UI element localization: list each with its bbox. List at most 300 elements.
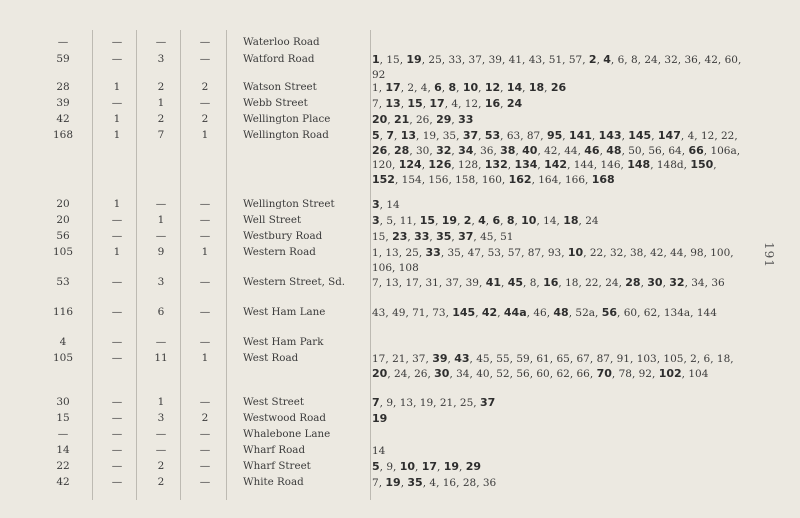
- house-number: 19: [422, 130, 437, 142]
- house-number: 108: [398, 261, 419, 274]
- house-number-bold: 33: [458, 113, 474, 126]
- house-numbers: 1, 17, 2, 4, 6, 8, 10, 12, 14, 18, 26: [372, 81, 567, 94]
- house-number-bold: 15: [419, 214, 436, 227]
- house-number: 158: [455, 173, 476, 186]
- house-number: 41: [508, 54, 523, 66]
- house-number-bold: 150: [690, 158, 714, 171]
- house-number-bold: 145: [452, 306, 476, 319]
- count-cell-c3: —: [155, 36, 167, 48]
- house-number: 105: [663, 353, 684, 365]
- table-row: [0, 476, 770, 490]
- house-number-bold: 39: [432, 352, 448, 365]
- count-cell-c1: 20: [56, 214, 70, 226]
- house-number: 66: [576, 367, 590, 380]
- house-number-bold: 3: [372, 214, 380, 227]
- count-cell-c3: 1: [157, 396, 165, 408]
- street-name: Wharf Street: [243, 460, 311, 472]
- house-number: 148d: [656, 159, 684, 171]
- count-cell-c1: 42: [56, 476, 70, 488]
- house-number: 12: [464, 98, 479, 110]
- page-number: 191: [761, 242, 776, 268]
- house-number: 38: [630, 247, 644, 259]
- house-number: 22: [721, 130, 735, 142]
- count-cell-c2: —: [111, 53, 123, 65]
- house-number-bold: 141: [568, 129, 592, 142]
- house-number-bold: 2: [588, 53, 597, 66]
- house-number: 62: [643, 307, 658, 319]
- house-number-bold: 20: [372, 366, 388, 380]
- house-number: 24: [394, 367, 408, 380]
- house-number: 39: [465, 277, 479, 289]
- house-number-bold: 56: [601, 306, 618, 319]
- house-number-bold: 32: [436, 143, 452, 157]
- house-number-bold: 5: [372, 129, 380, 142]
- count-cell-c3: —: [155, 428, 167, 440]
- house-number: 164: [538, 173, 559, 186]
- street-name: West Street: [243, 396, 304, 408]
- house-number-bold: 37: [462, 129, 479, 142]
- house-number-bold: 33: [414, 230, 430, 243]
- count-cell-c2: —: [111, 460, 123, 472]
- count-cell-c2: —: [111, 306, 123, 318]
- house-numbers: 1, 15, 19, 25, 33, 37, 39, 41, 43, 51, 57, 2, 4, 6, 8, 24, 32, 36, 42, 60, 92: [372, 53, 742, 81]
- house-number: 26: [416, 114, 430, 126]
- count-cell-c2: —: [111, 214, 123, 226]
- count-cell-c2: —: [111, 428, 123, 440]
- house-number-bold: 34: [458, 143, 474, 157]
- house-number: 15: [372, 231, 386, 243]
- count-cell-c3: 2: [157, 476, 165, 488]
- house-number: 16: [442, 477, 457, 489]
- count-cell-c3: 2: [157, 113, 165, 125]
- house-number: 50: [628, 144, 642, 157]
- house-number-bold: 19: [385, 476, 401, 489]
- house-number-bold: 26: [550, 81, 567, 94]
- table-row: [0, 97, 770, 111]
- house-number: 42: [650, 247, 664, 259]
- count-cell-c3: —: [155, 230, 167, 242]
- house-number: 36: [711, 277, 725, 289]
- house-number-bold: 6: [434, 81, 442, 94]
- house-numbers: 5, 7, 13, 19, 35, 37, 53, 63, 87, 95, 141, 143, 145, 147, 4, 12, 22, 26, 28, 30, 32, 34, 36, 38, 40, 42, 44, 46, 48, 50, 56, 64, 66, 106a, 120, 124, 126, 128, 132, 134, 142, 144, 146, 148, 148d, 150, 152, 154, 156, 158, 160, 162, 164, 166, 168: [372, 129, 741, 186]
- house-number-bold: 15: [407, 97, 423, 110]
- count-cell-c4: 2: [201, 113, 209, 125]
- house-numbers: [372, 412, 744, 427]
- house-number: 45: [476, 353, 490, 365]
- house-number: 61: [536, 353, 550, 365]
- street-name: Well Street: [243, 214, 302, 226]
- house-number: 7: [372, 277, 379, 289]
- house-number: 25: [405, 247, 419, 259]
- street-name: Waterloo Road: [243, 36, 320, 48]
- house-numbers: 3, 14: [372, 198, 400, 211]
- house-number: 9: [386, 461, 394, 473]
- table-row: [0, 428, 770, 442]
- house-number: 120: [372, 159, 393, 171]
- house-number: 8: [630, 54, 638, 66]
- table-row: [0, 352, 770, 380]
- count-cell-c3: 2: [157, 460, 165, 472]
- house-number: 52: [496, 367, 510, 380]
- count-cell-c1: 42: [56, 113, 70, 125]
- street-name: Wellington Street: [243, 198, 335, 210]
- count-cell-c2: —: [111, 230, 123, 242]
- house-number: 32: [609, 247, 624, 259]
- house-number-bold: 19: [443, 460, 460, 473]
- table-row: [0, 246, 770, 274]
- house-numbers: 43, 49, 71, 73, 145, 42, 44a, 46, 48, 52a, 56, 60, 62, 134a, 144: [372, 306, 717, 319]
- house-number-bold: 37: [458, 230, 474, 243]
- house-number-bold: 145: [628, 129, 652, 142]
- house-number: 60: [623, 307, 638, 319]
- count-cell-c4: —: [199, 428, 211, 440]
- street-name: Westbury Road: [243, 230, 323, 242]
- house-number: 37: [412, 353, 426, 365]
- house-number-bold: 29: [465, 460, 482, 473]
- house-number: 144: [573, 159, 594, 171]
- count-cell-c2: —: [111, 412, 123, 424]
- table-row: [0, 230, 770, 244]
- house-number-bold: 10: [567, 246, 584, 259]
- house-number-bold: 40: [522, 143, 538, 157]
- house-number: 106: [372, 261, 393, 274]
- count-cell-c2: —: [111, 36, 123, 48]
- house-number: 25: [428, 54, 442, 66]
- house-number-bold: 12: [484, 81, 501, 94]
- table-row: [0, 129, 770, 186]
- house-number: 98: [690, 247, 704, 259]
- house-number: 36: [480, 144, 494, 157]
- house-number: 14: [386, 199, 400, 211]
- house-number: 60: [724, 54, 738, 66]
- count-cell-c2: 1: [113, 113, 121, 125]
- house-number: 35: [447, 247, 461, 259]
- house-number: 45: [480, 231, 494, 243]
- count-cell-c3: 3: [157, 53, 165, 65]
- house-number: 35: [442, 130, 457, 142]
- house-number: 21: [439, 397, 454, 409]
- street-name: West Ham Park: [243, 336, 324, 348]
- street-name: Watson Street: [243, 81, 317, 93]
- count-cell-c1: 53: [56, 276, 70, 288]
- house-number: 134a: [663, 307, 691, 319]
- house-number: 24: [585, 215, 599, 227]
- house-number: 4: [451, 98, 459, 110]
- count-cell-c2: —: [111, 444, 123, 456]
- house-number-bold: 32: [669, 276, 685, 289]
- table-row: [0, 81, 770, 95]
- house-number-bold: 66: [688, 143, 704, 157]
- street-name: Western Road: [243, 246, 316, 258]
- house-number-bold: 19: [372, 412, 388, 425]
- house-number: 21: [392, 353, 406, 365]
- house-number: 1: [372, 247, 379, 259]
- house-number: 42: [544, 144, 558, 157]
- count-cell-c3: 3: [157, 412, 165, 424]
- house-number: 15: [386, 54, 400, 66]
- house-number-bold: 147: [657, 129, 681, 142]
- house-number-bold: 124: [398, 158, 422, 171]
- house-number: 40: [476, 367, 490, 380]
- house-number-bold: 45: [507, 276, 523, 289]
- count-cell-c1: 30: [56, 396, 70, 408]
- house-number: 71: [412, 307, 426, 319]
- house-number: 14: [543, 215, 557, 227]
- house-number-bold: 7: [372, 396, 380, 409]
- house-number: 33: [448, 54, 462, 66]
- count-cell-c1: 116: [52, 306, 74, 318]
- house-number-bold: 14: [506, 81, 523, 94]
- street-name: Webb Street: [243, 97, 308, 109]
- table-row: [0, 214, 770, 228]
- house-number: 13: [385, 247, 399, 259]
- house-number: 17: [372, 353, 386, 365]
- house-number: 18: [565, 277, 579, 289]
- house-number-bold: 23: [392, 230, 408, 243]
- count-cell-c4: —: [199, 306, 211, 318]
- house-number: 22: [589, 247, 604, 259]
- house-number: 91: [616, 353, 630, 365]
- house-numbers: 7, 9, 13, 19, 21, 25, 37: [372, 396, 496, 409]
- house-number: 106a: [710, 144, 737, 157]
- table-row: [0, 412, 770, 426]
- count-cell-c1: 4: [59, 336, 67, 348]
- house-number: 154: [401, 173, 422, 186]
- house-number: 144: [696, 307, 717, 319]
- count-cell-c1: 28: [56, 81, 70, 93]
- count-cell-c3: —: [155, 444, 167, 456]
- count-cell-c2: 1: [113, 129, 121, 141]
- count-cell-c4: —: [199, 198, 211, 210]
- house-number-bold: 43: [454, 352, 470, 365]
- house-numbers: 17, 21, 37, 39, 43, 45, 55, 59, 61, 65, 67, 87, 91, 103, 105, 2, 6, 18, 20, 24, 26, 30, 34, 40, 52, 56, 60, 62, 66, 70, 78, 92, 102, 104: [372, 352, 734, 380]
- house-number: 9: [386, 397, 394, 409]
- house-number-bold: 95: [546, 129, 563, 142]
- house-number: 4: [429, 477, 437, 489]
- house-number: 47: [467, 247, 481, 259]
- house-number-bold: 44a: [503, 306, 527, 319]
- house-number: 55: [496, 353, 510, 365]
- house-number: 2: [407, 82, 415, 94]
- count-cell-c2: —: [111, 352, 123, 364]
- house-number-bold: 38: [500, 143, 516, 157]
- house-numbers: 7, 13, 15, 17, 4, 12, 16, 24: [372, 97, 523, 110]
- count-cell-c3: 6: [157, 306, 165, 318]
- house-number: 67: [576, 353, 590, 365]
- house-number-bold: 16: [484, 97, 501, 110]
- house-number: 104: [688, 367, 709, 380]
- house-number: 73: [432, 307, 446, 319]
- house-number: 8: [529, 277, 537, 289]
- house-number-bold: 30: [647, 276, 663, 289]
- house-number: 57: [507, 247, 522, 259]
- house-number-bold: 46: [584, 143, 600, 157]
- house-number-bold: 4: [603, 53, 611, 66]
- house-number-bold: 13: [400, 129, 416, 142]
- street-name: Wharf Road: [243, 444, 306, 456]
- house-number: 1: [372, 82, 379, 94]
- house-number-bold: 41: [485, 276, 501, 289]
- house-number: 44: [670, 247, 684, 259]
- count-cell-c2: —: [111, 336, 123, 348]
- table-row: [0, 198, 770, 212]
- house-number-bold: 7: [386, 129, 394, 142]
- house-number: 31: [425, 277, 439, 289]
- house-number: 78: [618, 367, 632, 380]
- house-number: 11: [399, 215, 414, 227]
- house-number-bold: 134: [514, 158, 538, 171]
- count-cell-c1: 15: [56, 412, 70, 424]
- street-name: West Road: [243, 352, 299, 364]
- count-cell-c1: —: [57, 36, 69, 48]
- house-number-bold: 8: [448, 81, 457, 94]
- count-cell-c2: —: [111, 396, 123, 408]
- house-number: 7: [372, 98, 379, 110]
- house-number: 4: [687, 130, 695, 142]
- count-cell-c4: —: [199, 36, 211, 48]
- count-cell-c3: 11: [154, 352, 168, 364]
- house-number: 43: [372, 307, 386, 319]
- house-number: 39: [488, 54, 502, 66]
- count-cell-c4: 1: [201, 246, 209, 258]
- count-cell-c1: 14: [56, 444, 70, 456]
- house-number: 7: [372, 477, 379, 489]
- house-number-bold: 168: [591, 172, 615, 186]
- house-number: 128: [458, 159, 479, 171]
- house-number: 62: [556, 367, 570, 380]
- table-row: [0, 396, 770, 410]
- house-number: 24: [605, 277, 619, 289]
- house-number: 60: [536, 367, 550, 380]
- house-number-bold: 37: [479, 396, 496, 409]
- house-number: 56: [516, 367, 530, 380]
- house-number: 65: [556, 353, 570, 365]
- house-number-bold: 162: [508, 172, 532, 186]
- table-row: [0, 444, 770, 458]
- house-number: 6: [703, 353, 711, 365]
- table-row: [0, 113, 770, 127]
- house-number: 25: [459, 397, 474, 409]
- count-cell-c4: 1: [201, 352, 209, 364]
- house-numbers: 7, 19, 35, 4, 16, 28, 36: [372, 476, 497, 489]
- house-number: 34: [691, 277, 705, 289]
- count-cell-c4: —: [199, 97, 211, 109]
- count-cell-c4: —: [199, 444, 211, 456]
- house-number: 32: [664, 54, 678, 66]
- street-name: White Road: [243, 476, 304, 488]
- count-cell-c4: 2: [201, 412, 209, 424]
- count-cell-c4: 1: [201, 129, 209, 141]
- house-number: 57: [568, 54, 583, 66]
- house-number-bold: 70: [596, 366, 612, 380]
- house-number: 12: [700, 130, 715, 142]
- count-cell-c3: 1: [157, 97, 165, 109]
- count-cell-c3: —: [155, 336, 167, 348]
- house-number-bold: 29: [436, 113, 452, 126]
- house-numbers: [372, 444, 744, 459]
- house-number: 46: [533, 307, 547, 319]
- house-number: 56: [648, 144, 662, 157]
- house-number-bold: 19: [441, 214, 458, 227]
- house-number-bold: 17: [429, 97, 445, 110]
- street-name: Wellington Place: [243, 113, 331, 125]
- street-name: Watford Road: [243, 53, 315, 65]
- house-number-bold: 126: [428, 158, 452, 171]
- house-number-bold: 48: [553, 306, 569, 319]
- house-numbers: 15, 23, 33, 35, 37, 45, 51: [372, 230, 514, 243]
- count-cell-c2: —: [111, 97, 123, 109]
- count-cell-c2: 1: [113, 246, 121, 258]
- count-cell-c3: 2: [157, 81, 165, 93]
- house-number: 156: [428, 173, 449, 186]
- table-row: [0, 306, 770, 320]
- count-cell-c2: —: [111, 476, 123, 488]
- count-cell-c4: —: [199, 230, 211, 242]
- house-number: 17: [405, 277, 419, 289]
- street-name: Wellington Road: [243, 129, 329, 141]
- count-cell-c2: 1: [113, 81, 121, 93]
- house-numbers: 1, 13, 25, 33, 35, 47, 53, 57, 87, 93, 10, 22, 32, 38, 42, 44, 98, 100, 106, 108: [372, 246, 734, 274]
- count-cell-c1: 105: [52, 352, 74, 364]
- count-cell-c3: 3: [157, 276, 165, 288]
- house-number-bold: 152: [372, 172, 395, 186]
- house-number-bold: 33: [425, 246, 441, 259]
- house-number: 87: [526, 130, 541, 142]
- house-number-bold: 10: [521, 214, 537, 227]
- count-cell-c4: —: [199, 53, 211, 65]
- house-number-bold: 6: [492, 214, 501, 227]
- house-number-bold: 28: [394, 143, 410, 157]
- house-number: 37: [468, 54, 482, 66]
- count-cell-c4: —: [199, 476, 211, 488]
- count-cell-c1: 56: [56, 230, 70, 242]
- house-number: 49: [392, 307, 406, 319]
- count-cell-c3: 9: [157, 246, 165, 258]
- house-number: 4: [420, 82, 428, 94]
- count-cell-c3: —: [155, 198, 167, 210]
- house-number-bold: 20: [372, 113, 388, 126]
- house-number-bold: 13: [385, 97, 401, 110]
- house-number: 36: [482, 477, 497, 489]
- house-number: 44: [564, 144, 578, 157]
- house-number-bold: 132: [484, 158, 508, 171]
- house-number-bold: 10: [462, 81, 479, 94]
- house-number-bold: 143: [598, 129, 622, 142]
- house-number-bold: 42: [481, 306, 498, 319]
- house-number: 87: [527, 247, 542, 259]
- house-number-bold: 30: [434, 366, 450, 380]
- house-number-bold: 17: [421, 460, 438, 473]
- house-number: 30: [416, 144, 430, 157]
- count-cell-c1: 105: [52, 246, 74, 258]
- house-number-bold: 142: [544, 158, 568, 171]
- house-number-bold: 35: [436, 230, 452, 243]
- house-number: 5: [386, 215, 394, 227]
- house-numbers: 5, 9, 10, 17, 19, 29: [372, 460, 482, 473]
- street-name: Western Street, Sd.: [243, 276, 346, 288]
- house-numbers: 20, 21, 26, 29, 33: [372, 113, 474, 126]
- house-number-bold: 21: [394, 113, 410, 126]
- house-number: 36: [684, 54, 698, 66]
- house-number: 13: [399, 397, 414, 409]
- house-number: 53: [487, 247, 501, 259]
- count-cell-c4: —: [199, 460, 211, 472]
- house-number: 64: [668, 144, 682, 157]
- table-row: [0, 36, 770, 50]
- house-number-bold: 26: [372, 143, 388, 157]
- count-cell-c4: —: [199, 396, 211, 408]
- house-numbers: 3, 5, 11, 15, 19, 2, 4, 6, 8, 10, 14, 18, 24: [372, 214, 599, 227]
